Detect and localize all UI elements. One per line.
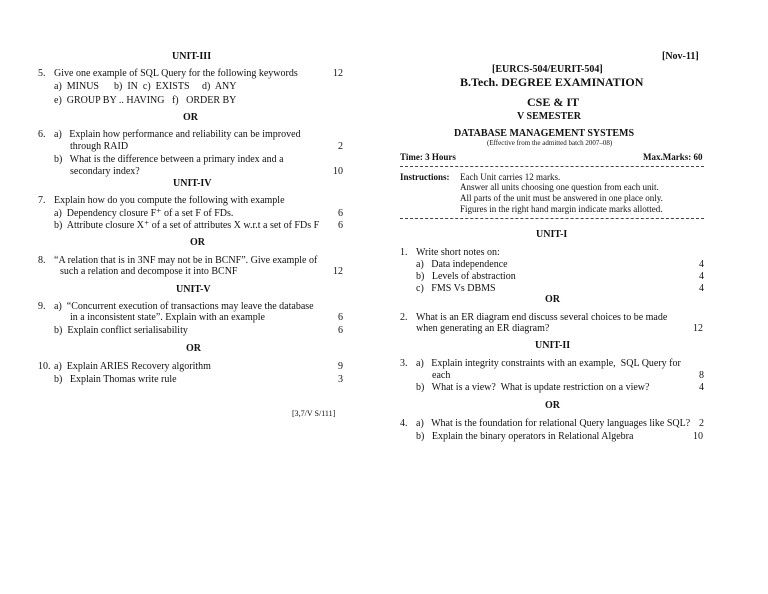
or-divider-1: OR [183, 112, 198, 123]
q7-b: b) Attribute closure X⁺ of a set of attributes X w.r.t a set of FDs F [54, 220, 320, 231]
or-divider-5: OR [545, 400, 560, 411]
q6-a-line2: through RAID [70, 141, 129, 152]
q3-a-marks: 8 [699, 370, 704, 381]
q5-options-1: a) MINUS b) IN c) EXISTS d) ANY [54, 81, 237, 92]
q3-number: 3. [400, 358, 408, 369]
q2-line1: What is an ER diagram end discuss several choices to be made [416, 312, 668, 323]
q10-number: 10. [38, 361, 51, 372]
q8-line2: such a relation and decompose it into BCNF [60, 266, 238, 277]
exam-title: B.Tech. DEGREE EXAMINATION [460, 75, 644, 89]
q9-a-line2: in a inconsistent state”. Explain with an example [70, 312, 265, 323]
q2-line2: when generating an ER diagram? [416, 323, 550, 334]
unit-v-heading: UNIT-V [176, 284, 211, 295]
q4-a: a) What is the foundation for relational Query languages like SQL? [416, 418, 691, 429]
instruction-1: Each Unit carries 12 marks. [460, 172, 561, 182]
q5-marks: 12 [333, 68, 343, 79]
q10-a-marks: 9 [338, 361, 343, 372]
q10-b-marks: 3 [338, 374, 343, 385]
divider-bottom [400, 218, 704, 219]
or-divider-4: OR [545, 294, 560, 305]
q3-a-line2: each [432, 370, 451, 381]
time-allowed: Time: 3 Hours [400, 152, 456, 162]
footer-code: [3,7/V S/111] [292, 409, 336, 418]
q7-b-marks: 6 [338, 220, 343, 231]
q10-b: b) Explain Thomas write rule [54, 374, 177, 385]
q9-a-marks: 6 [338, 312, 343, 323]
q3-b: b) What is a view? What is update restriction on a view? [416, 382, 650, 393]
q7-a-marks: 6 [338, 208, 343, 219]
or-divider-2: OR [190, 237, 205, 248]
q3-b-marks: 4 [699, 382, 704, 393]
q9-b: b) Explain conflict serialisability [54, 325, 188, 336]
q10-a: a) Explain ARIES Recovery algorithm [54, 361, 211, 372]
effective-note: (Effective from the admitted batch 2007–08) [487, 139, 613, 147]
q6-b-line1: b) What is the difference between a primary index and a [54, 154, 284, 165]
q1-text: Write short notes on: [416, 247, 500, 258]
q5-text: Give one example of SQL Query for the following keywords [54, 68, 298, 79]
exam-date: [Nov-11] [662, 51, 699, 62]
q2-number: 2. [400, 312, 408, 323]
q4-b-marks: 10 [693, 431, 703, 442]
unit-ii-heading: UNIT-II [535, 340, 571, 351]
q6-b-line2: secondary index? [70, 166, 140, 177]
q6-a-line1: a) Explain how performance and reliability can be improved [54, 129, 301, 140]
unit-iii-heading: UNIT-III [172, 51, 212, 62]
q1-number: 1. [400, 247, 408, 258]
instruction-2: Answer all units choosing one question from each unit. [460, 182, 659, 192]
q9-number: 9. [38, 301, 46, 312]
q2-marks: 12 [693, 323, 703, 334]
q1-c-marks: 4 [699, 283, 704, 294]
q7-text: Explain how do you compute the following with example [54, 195, 285, 206]
or-divider-3: OR [186, 343, 201, 354]
q8-marks: 12 [333, 266, 343, 277]
q8-line1: “A relation that is in 3NF may not be in BCNF”. Give example of [54, 255, 318, 266]
semester: V SEMESTER [517, 111, 582, 122]
q4-number: 4. [400, 418, 408, 429]
q4-b: b) Explain the binary operators in Relational Algebra [416, 431, 634, 442]
instructions-label: Instructions: [400, 172, 450, 182]
q6-number: 6. [38, 129, 46, 140]
q5-options-2: e) GROUP BY .. HAVING f) ORDER BY [54, 95, 237, 106]
unit-i-heading: UNIT-I [536, 229, 568, 240]
q7-a: a) Dependency closure F⁺ of a set F of FDs. [54, 208, 234, 219]
q1-b-marks: 4 [699, 271, 704, 282]
unit-iv-heading: UNIT-IV [173, 178, 212, 189]
q4-a-marks: 2 [699, 418, 704, 429]
q1-a-marks: 4 [699, 259, 704, 270]
q1-a: a) Data independence [416, 259, 508, 270]
q9-a-line1: a) “Concurrent execution of transactions may leave the database [54, 301, 314, 312]
q1-b: b) Levels of abstraction [416, 271, 516, 282]
subject-title: DATABASE MANAGEMENT SYSTEMS [454, 128, 635, 139]
q9-b-marks: 6 [338, 325, 343, 336]
course-code: [EURCS-504/EURIT-504] [492, 64, 603, 75]
q6-b-marks: 10 [333, 166, 343, 177]
max-marks: Max.Marks: 60 [643, 152, 703, 162]
q3-a-line1: a) Explain integrity constraints with an example, SQL Query for [416, 358, 681, 369]
q6-a-marks: 2 [338, 141, 343, 152]
instruction-3: All parts of the unit must be answered in one place only. [460, 193, 663, 203]
q8-number: 8. [38, 255, 46, 266]
divider-top [400, 166, 704, 167]
branch: CSE & IT [527, 95, 580, 109]
q1-c: c) FMS Vs DBMS [416, 283, 496, 294]
q7-number: 7. [38, 195, 46, 206]
q5-number: 5. [38, 68, 46, 79]
instruction-4: Figures in the right hand margin indicate marks allotted. [460, 204, 663, 214]
